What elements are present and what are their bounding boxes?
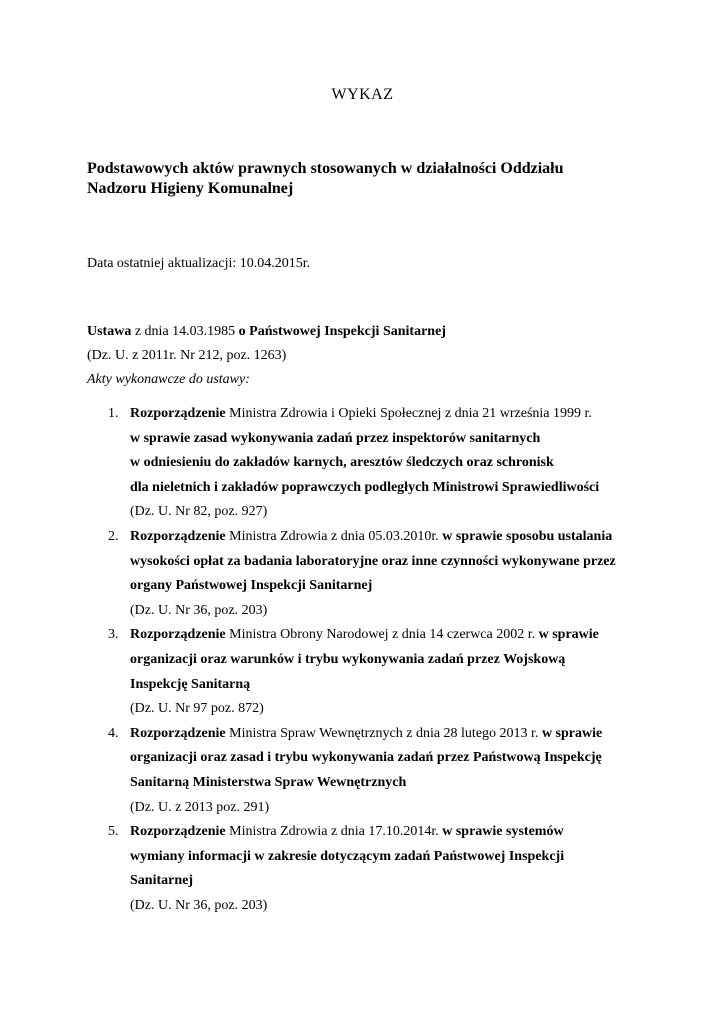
- list-item: [87, 722, 647, 820]
- document-subtitle: [87, 159, 647, 199]
- list-item: [87, 820, 647, 918]
- item-subject-first: w sprawie systemów: [442, 824, 564, 840]
- main-act: [87, 320, 647, 392]
- item-issuer-date: Ministra Obrony Narodowej z dnia 14 czerwca 2002 r.: [225, 627, 539, 643]
- item-subject-line: organizacji oraz warunków i trybu wykonywania zadań przez Wojskową: [130, 651, 566, 667]
- item-subject-line: organizacji oraz zasad i trybu wykonywania zadań przez Państwową Inspekcję: [130, 750, 602, 766]
- act-citation: (Dz. U. z 2011r. Nr 212, poz. 1263): [87, 348, 287, 363]
- item-kind: Rozporządzenie: [130, 528, 226, 544]
- item-kind: Rozporządzenie: [130, 824, 226, 840]
- item-number: 4.: [108, 725, 119, 741]
- document-title: WYKAZ: [331, 86, 394, 103]
- item-kind: Rozporządzenie: [130, 627, 226, 643]
- item-subject-line: Sanitarną Ministerstwa Spraw Wewnętrznych: [130, 774, 407, 790]
- executive-acts-heading: Akty wykonawcze do ustawy:: [87, 372, 250, 387]
- item-issuer-date: Ministra Zdrowia z dnia 05.03.2010r.: [225, 528, 443, 544]
- item-citation: (Dz. U. z 2013 poz. 291): [130, 799, 270, 815]
- subtitle-line-2: Nadzoru Higieny Komunalnej: [87, 180, 294, 197]
- list-item: [87, 525, 647, 623]
- list-item: [87, 402, 647, 525]
- act-name: o Państwowej Inspekcji Sanitarnej: [238, 324, 446, 339]
- item-citation: (Dz. U. Nr 97 poz. 872): [130, 701, 264, 717]
- item-number: 1.: [108, 406, 119, 421]
- item-citation: (Dz. U. Nr 82, poz. 927): [130, 504, 268, 520]
- item-issuer-date: Ministra Spraw Wewnętrznych z dnia 28 lutego 2013 r.: [225, 725, 542, 741]
- item-citation: (Dz. U. Nr 36, poz. 203): [130, 602, 268, 618]
- item-subject-line: Sanitarnej: [130, 873, 193, 889]
- item-subject-first: w sprawie: [538, 627, 599, 643]
- act-kind: Ustawa: [87, 324, 132, 339]
- item-heading-line: [130, 402, 647, 427]
- item-heading-line: [130, 820, 647, 845]
- list-item: [87, 623, 647, 721]
- act-heading: [87, 320, 647, 344]
- item-number: 3.: [108, 627, 119, 643]
- subtitle-line-1: Podstawowych aktów prawnych stosowanych w działalności Oddziału: [87, 160, 564, 177]
- item-subject-line: Inspekcję Sanitarną: [130, 676, 251, 692]
- item-subject-line: organy Państwowej Inspekcji Sanitarnej: [130, 578, 373, 594]
- item-kind: Rozporządzenie: [130, 725, 226, 741]
- last-update-date: Data ostatniej aktualizacji: 10.04.2015r.: [87, 256, 311, 271]
- regulations-list: [87, 402, 647, 918]
- item-heading-line: [130, 525, 647, 550]
- item-number: 5.: [108, 824, 119, 840]
- item-subject-line: wymiany informacji w zakresie dotyczącym zadań Państwowej Inspekcji: [130, 848, 565, 864]
- act-date: z dnia 14.03.1985: [131, 324, 239, 339]
- item-heading-line: [130, 722, 647, 747]
- item-subject-line: dla nieletnich i zakładów poprawczych podległych Ministrowi Sprawiedliwości: [130, 479, 600, 495]
- item-number: 2.: [108, 528, 119, 544]
- item-kind: Rozporządzenie: [130, 406, 226, 421]
- item-subject-first: w sprawie: [541, 725, 603, 741]
- item-subject-first: w sprawie sposobu ustalania: [442, 528, 613, 544]
- item-citation: (Dz. U. Nr 36, poz. 203): [130, 897, 268, 913]
- item-heading-line: [130, 623, 647, 648]
- item-subject-line: wysokości opłat za badania laboratoryjne oraz inne czynności wykonywane przez: [130, 553, 616, 569]
- item-issuer-date: Ministra Zdrowia z dnia 17.10.2014r.: [225, 824, 443, 840]
- item-subject-line: w odniesieniu do zakładów karnych, aresztów śledczych oraz schronisk: [130, 455, 554, 471]
- item-subject-line: w sprawie zasad wykonywania zadań przez inspektorów sanitarnych: [130, 430, 541, 446]
- item-issuer-date: Ministra Zdrowia i Opieki Społecznej z dnia 21 września 1999 r.: [225, 406, 592, 421]
